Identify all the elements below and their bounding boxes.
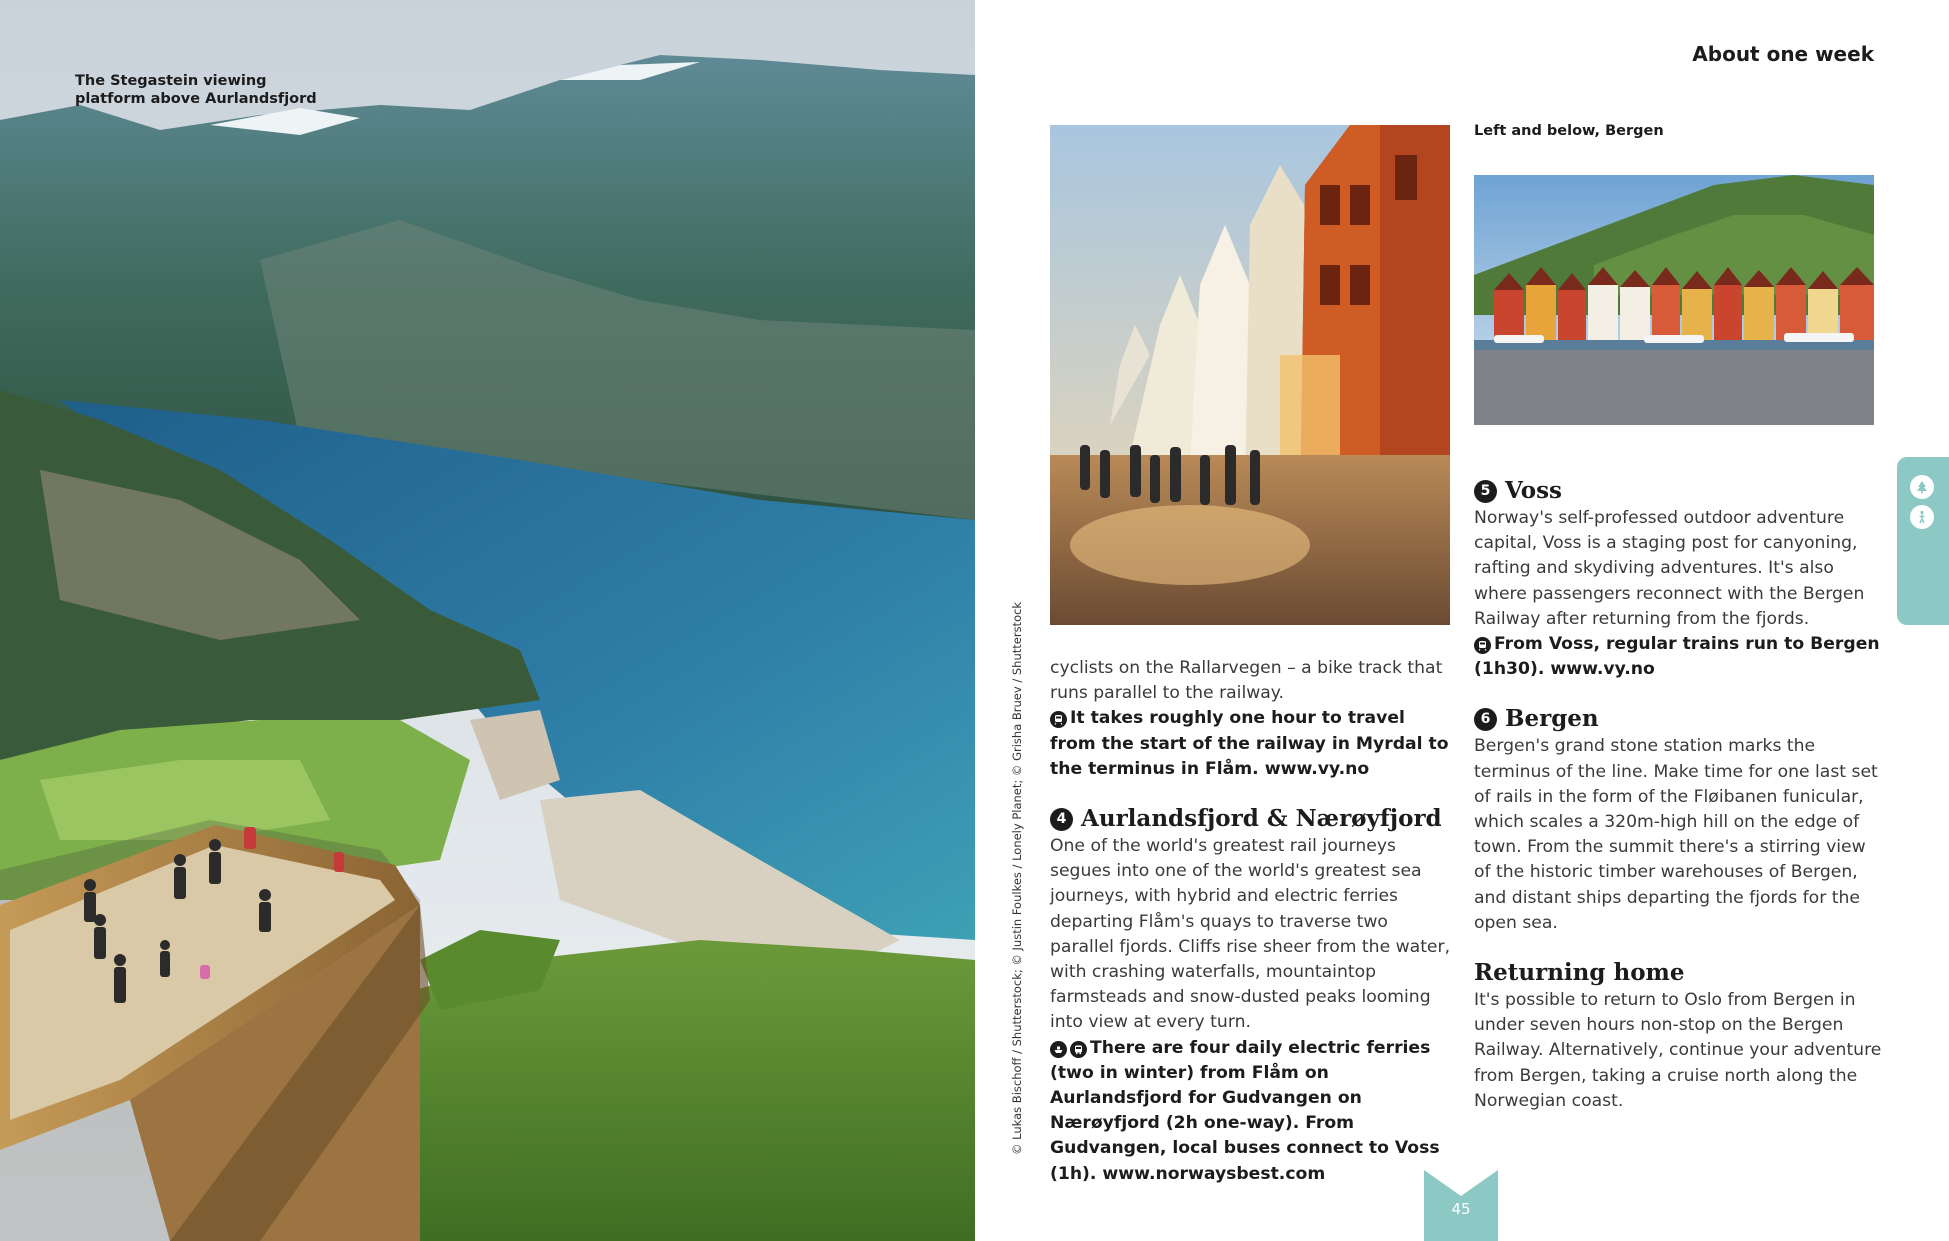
section-heading: About one week [1692,42,1874,66]
tree-icon [1910,475,1934,499]
practical-info-text: It takes roughly one hour to travel from the start of the railway in Myrdal to the terminus in Flåm. www.vy.no [1050,708,1449,779]
stop-title: Voss [1505,477,1562,504]
section-subtitle: Returning home [1474,959,1685,987]
page-number: 45 [1451,1200,1471,1218]
text-column-left [1050,656,1455,1187]
bergen-harbour-photo [1474,175,1874,425]
train-icon [1474,637,1491,654]
photo-caption-bergen: Left and below, Bergen [1474,123,1664,139]
ferry-icon [1050,1041,1067,1058]
stop-heading-voss [1474,476,1884,506]
practical-info-railway [1050,706,1455,782]
stop-number-badge: 4 [1050,808,1073,831]
returning-home-body: It's possible to return to Oslo from Bergen in under seven hours non-stop on the Bergen Railway. Alternatively, continue your adventure from Bergen, taking a cruise north along the Norwegian coast. [1474,990,1882,1111]
photo-caption: The Stegastein viewing platform above Aurlandsfjord [75,73,317,107]
practical-info-voss-trains [1474,632,1884,682]
text-column-right [1474,476,1884,1114]
practical-info-text: From Voss, regular trains run to Bergen (1h30). www.vy.no [1474,634,1880,680]
practical-info-text: There are four daily electric ferries (two in winter) from Flåm on Aurlandsfjord for Gudvangen on Nærøyfjord (2h one-way). From Gudvangen, local buses connect to Voss (1h). www.norwaysbest.com [1050,1037,1440,1184]
returning-home-heading [1474,958,1884,988]
stop-title: Bergen [1505,705,1599,733]
stop-heading-aurlandsfjord [1050,804,1455,834]
stop-body: Bergen's grand stone station marks the terminus of the line. Make time for one last set of rails in the form of the Fløibanen funicular, which scales a 320m-high hill on the edge of town. From the summit there's a stirring view of the historic timber warehouses of Bergen, and distant ships departing the fjords for the open sea. [1474,736,1878,933]
photo-credits: © Lukas Bischoff / Shutterstock; © Justin Foulkes / Lonely Planet; © Grisha Bruev / Shutterstock [1010,601,1024,1155]
stop-body: One of the world's greatest rail journeys segues into one of the world's greatest sea journeys, with hybrid and electric ferries departing Flåm's quays to traverse two parallel fjords. Cliffs rise sheer from the water, with crashing waterfalls, mountaintop farmsteads and snow-dusted peaks looming into view at every turn. [1050,836,1451,1033]
chapter-side-tab[interactable] [1897,457,1949,625]
bus-icon [1070,1041,1087,1058]
hiker-icon [1910,505,1934,529]
stop-body: Norway's self-professed outdoor adventure capital, Voss is a staging post for canyoning, rafting and skydiving adventures. It's also where passengers reconnect with the Bergen Railway after returning from the fjords. [1474,508,1865,629]
train-icon [1050,711,1067,728]
stop-number-badge: 6 [1474,708,1497,731]
stop-heading-bergen [1474,704,1884,734]
practical-info-ferries [1050,1036,1455,1187]
stop-number-badge: 5 [1474,480,1497,503]
continued-paragraph: cyclists on the Rallarvegen – a bike track that runs parallel to the railway. [1050,658,1443,704]
bryggen-street-photo [1050,125,1450,625]
stop-title: Aurlandsfjord & Nærøyfjord [1081,805,1442,833]
